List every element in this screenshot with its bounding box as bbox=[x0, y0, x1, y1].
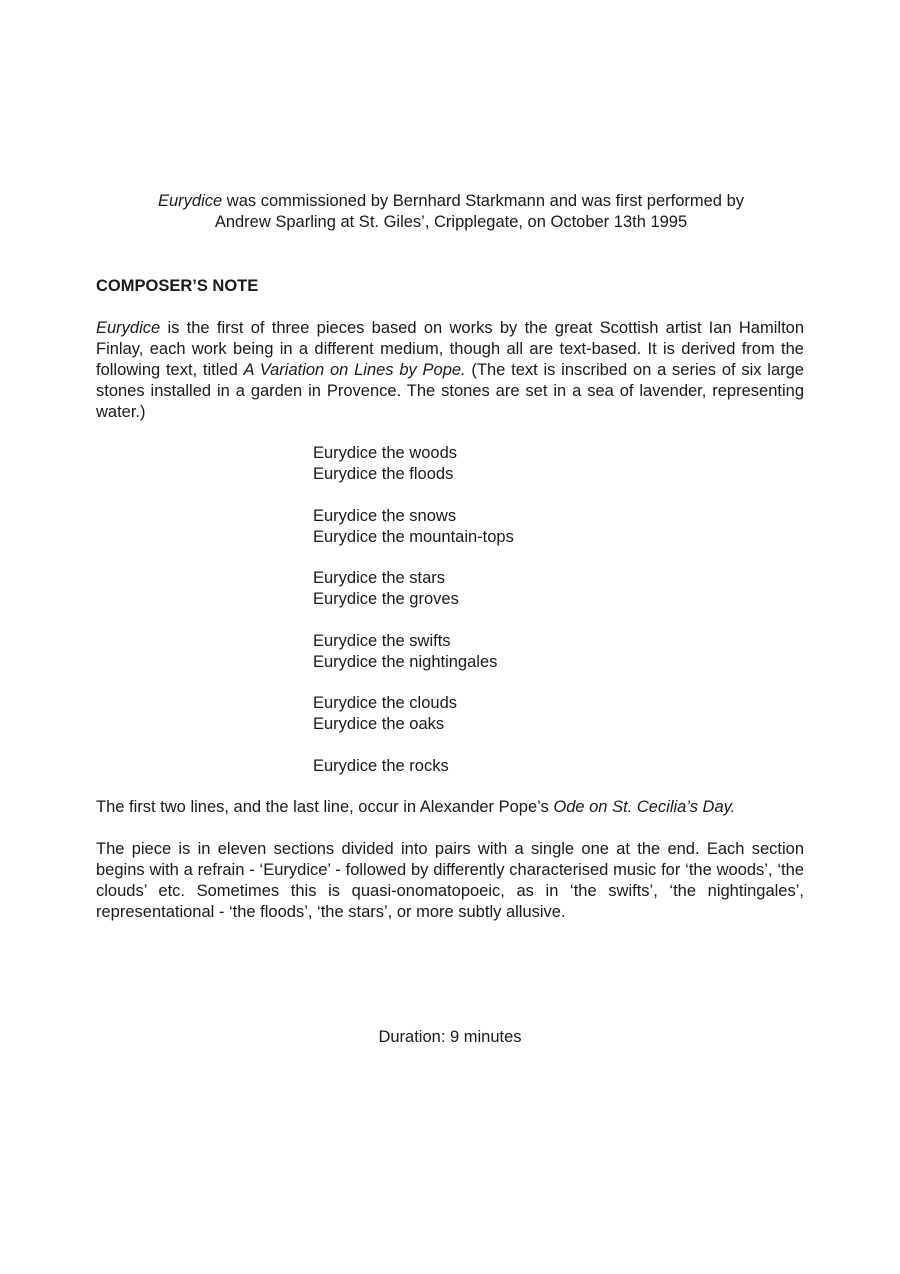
intro-title: Eurydice bbox=[96, 319, 161, 337]
poem-line: Eurydice the woods bbox=[313, 444, 457, 462]
poem-stanza bbox=[313, 756, 514, 777]
structure-paragraph: The piece is in eleven sections divided into pairs with a single one at the end. Each section begins with a refrain - ‘Eurydice’ - followed by differently characterised music for ‘the woods’, ‘the clouds’ etc. Sometimes this is quasi-onomatopoeic, as in ‘the swifts’, ‘the nightingales’, representational - ‘the floods’, ‘the stars’, or more subtly allusive. bbox=[96, 840, 804, 921]
poem-line: Eurydice the groves bbox=[313, 590, 459, 608]
poem-stanza bbox=[313, 631, 514, 673]
dedication-text: was commissioned by Bernhard Starkmann and was first performed by bbox=[222, 192, 744, 210]
poem-line: Eurydice the stars bbox=[313, 569, 446, 587]
intro-paragraph bbox=[96, 318, 804, 423]
poem-line: Eurydice the snows bbox=[313, 506, 457, 525]
poem-stanza bbox=[313, 506, 514, 548]
poem bbox=[313, 443, 514, 797]
intro-text-a: is the first of three pieces based on works by the great Scottish artist Ian Hamilton Finlay, each work being in a different medium, though all are text-based. It is derived from the following text, titled bbox=[96, 319, 804, 379]
source-paragraph bbox=[96, 797, 804, 818]
source-work-title: Ode on St. Cecilia’s Day. bbox=[553, 798, 736, 816]
dedication-title: Eurydice bbox=[157, 192, 223, 210]
poem-stanza bbox=[313, 693, 514, 735]
dedication-line-1 bbox=[96, 191, 806, 212]
section-heading: COMPOSER’S NOTE bbox=[96, 277, 259, 295]
poem-stanza bbox=[313, 568, 514, 610]
poem-line: Eurydice the mountain-tops bbox=[313, 527, 514, 546]
poem-line: Eurydice the oaks bbox=[313, 715, 445, 733]
intro-work-title: A Variation on Lines by Pope. bbox=[243, 361, 466, 379]
poem-line: Eurydice the floods bbox=[313, 465, 454, 483]
dedication bbox=[96, 191, 806, 233]
poem-line: Eurydice the swifts bbox=[313, 631, 451, 650]
intro-text-b: (The text is inscribed on a series of six large stones installed in a garden in Provence. The stones are set in a sea of lavender, representing water.) bbox=[96, 361, 804, 421]
poem-line: Eurydice the nightingales bbox=[313, 652, 498, 671]
duration: Duration: 9 minutes bbox=[378, 1028, 522, 1046]
poem-line: Eurydice the rocks bbox=[313, 756, 449, 775]
poem-stanza bbox=[313, 443, 514, 485]
source-text: The first two lines, and the last line, occur in Alexander Pope’s bbox=[96, 798, 554, 816]
dedication-line-2: Andrew Sparling at St. Giles’, Cripplegate, on October 13th 1995 bbox=[214, 213, 688, 231]
poem-line: Eurydice the clouds bbox=[313, 694, 457, 712]
